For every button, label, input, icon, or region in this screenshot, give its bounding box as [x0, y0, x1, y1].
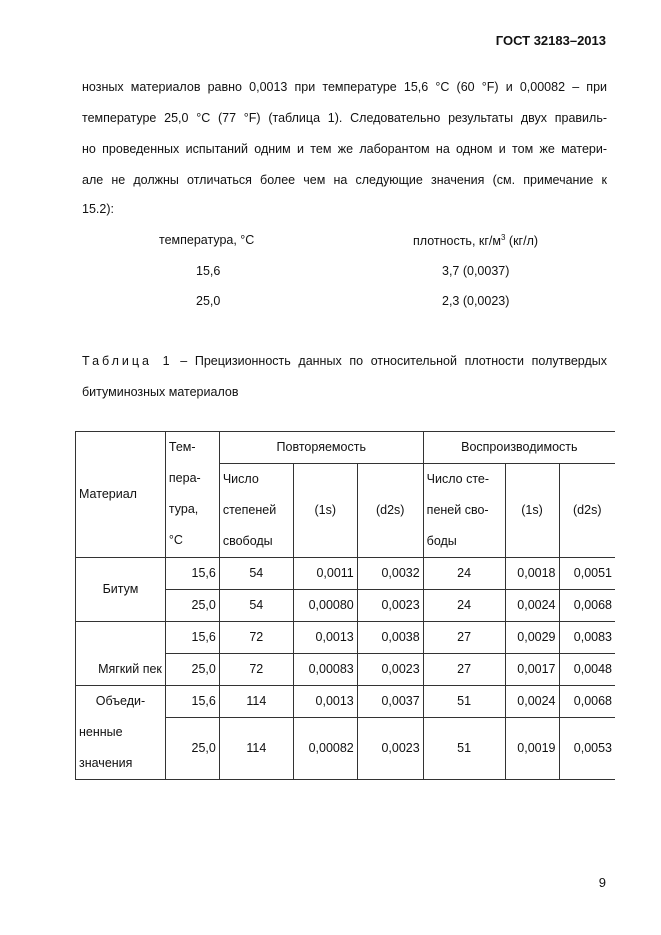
- temp-cell: 25,0: [165, 718, 219, 780]
- value-cell: 0,0023: [357, 590, 423, 622]
- value-cell: 0,0023: [357, 654, 423, 686]
- header-dof-reprod: [423, 464, 505, 558]
- material-line: Объеди-: [95, 694, 146, 708]
- density-value: 2,3 (0,0023): [442, 294, 510, 308]
- value-cell: 0,0048: [559, 654, 615, 686]
- density-temp: 15,6: [196, 264, 221, 278]
- value-cell: 0,00082: [293, 718, 357, 780]
- paragraph-line: але не должны отличаться более чем на следующие значения (см. примечание к: [82, 173, 607, 187]
- table-caption-line2: битуминозных материалов: [82, 385, 239, 399]
- value-cell: 0,0029: [505, 622, 559, 654]
- value-cell: 0,0068: [559, 686, 615, 718]
- header-dof-line: Число сте-: [426, 472, 490, 486]
- density-header-tail: (кг/л): [505, 234, 539, 249]
- material-cell: [76, 686, 166, 780]
- header-temp-line: тура,: [168, 502, 199, 516]
- value-cell: 0,0013: [293, 622, 357, 654]
- material-cell: Мягкий пек: [76, 622, 166, 686]
- dof-cell: 72: [219, 654, 293, 686]
- density-col-density-header: [413, 233, 538, 248]
- dof-cell: 114: [219, 718, 293, 780]
- value-cell: 0,0053: [559, 718, 615, 780]
- header-repeatability: Повторяемость: [219, 432, 423, 464]
- header-dof-repeat: [219, 464, 293, 558]
- value-cell: 0,0017: [505, 654, 559, 686]
- material-cell: Битум: [76, 558, 166, 622]
- header-dof-line: Число: [222, 472, 259, 486]
- density-header-sup: 3: [501, 233, 506, 242]
- dof-cell: 72: [219, 622, 293, 654]
- paragraph-line: но проведенных испытаний одним и тем же лаборантом на одном и том же матери-: [82, 142, 607, 156]
- density-temp: 25,0: [196, 294, 221, 308]
- value-cell: 0,0038: [357, 622, 423, 654]
- value-cell: 0,00083: [293, 654, 357, 686]
- value-cell: 0,0018: [505, 558, 559, 590]
- dof-cell: 24: [423, 558, 505, 590]
- value-cell: 0,0023: [357, 718, 423, 780]
- density-col-temp-header: температура, °C: [159, 233, 255, 247]
- header-d2s-reprod: (d2s): [559, 464, 615, 558]
- value-cell: 0,0037: [357, 686, 423, 718]
- dof-cell: 54: [219, 558, 293, 590]
- header-dof-line: боды: [426, 534, 457, 548]
- table-row: [76, 558, 616, 590]
- dof-cell: 51: [423, 686, 505, 718]
- temp-cell: 15,6: [165, 622, 219, 654]
- header-temp-line: пера-: [168, 471, 201, 485]
- value-cell: 0,0068: [559, 590, 615, 622]
- density-value: 3,7 (0,0037): [442, 264, 510, 278]
- value-cell: 0,0019: [505, 718, 559, 780]
- table-row: [76, 622, 616, 654]
- density-header-text: плотность, кг/м: [413, 234, 501, 249]
- dof-cell: 114: [219, 686, 293, 718]
- temp-cell: 15,6: [165, 686, 219, 718]
- material-line: ненные: [79, 725, 123, 739]
- dof-cell: 54: [219, 590, 293, 622]
- paragraph-line: нозных материалов равно 0,0013 при температуре 15,6 °C (60 °F) и 0,00082 – при: [82, 80, 607, 94]
- header-dof-line: пеней сво-: [426, 503, 489, 517]
- value-cell: 0,0051: [559, 558, 615, 590]
- header-dof-line: степеней: [222, 503, 277, 517]
- page-number: 9: [598, 875, 606, 890]
- temp-cell: 15,6: [165, 558, 219, 590]
- standard-header: ГОСТ 32183–2013: [495, 33, 606, 48]
- table-caption-text: – Прецизионность данных по относительной плотности полутвердых: [172, 354, 608, 368]
- header-1s-reprod: (1s): [505, 464, 559, 558]
- temp-cell: 25,0: [165, 654, 219, 686]
- header-temp-line: Тем-: [168, 440, 196, 454]
- table-caption-label: Таблица 1: [82, 354, 173, 368]
- paragraph-line: температуре 25,0 °C (77 °F) (таблица 1). Следовательно результаты двух правиль-: [82, 111, 607, 125]
- value-cell: 0,00080: [293, 590, 357, 622]
- header-d2s-repeat: (d2s): [357, 464, 423, 558]
- precision-table: [75, 431, 615, 780]
- value-cell: 0,0024: [505, 686, 559, 718]
- header-dof-line: свободы: [222, 534, 273, 548]
- table-row: [76, 686, 616, 718]
- value-cell: 0,0032: [357, 558, 423, 590]
- header-reproducibility: Воспроизводимость: [423, 432, 615, 464]
- dof-cell: 27: [423, 622, 505, 654]
- dof-cell: 27: [423, 654, 505, 686]
- header-material: Материал: [76, 432, 166, 558]
- header-temperature: [165, 432, 219, 558]
- value-cell: 0,0013: [293, 686, 357, 718]
- header-1s-repeat: (1s): [293, 464, 357, 558]
- dof-cell: 51: [423, 718, 505, 780]
- value-cell: 0,0011: [293, 558, 357, 590]
- value-cell: 0,0024: [505, 590, 559, 622]
- header-temp-line: °C: [168, 533, 183, 547]
- material-line: значения: [79, 756, 133, 770]
- paragraph-line: 15.2):: [82, 202, 114, 216]
- value-cell: 0,0083: [559, 622, 615, 654]
- temp-cell: 25,0: [165, 590, 219, 622]
- dof-cell: 24: [423, 590, 505, 622]
